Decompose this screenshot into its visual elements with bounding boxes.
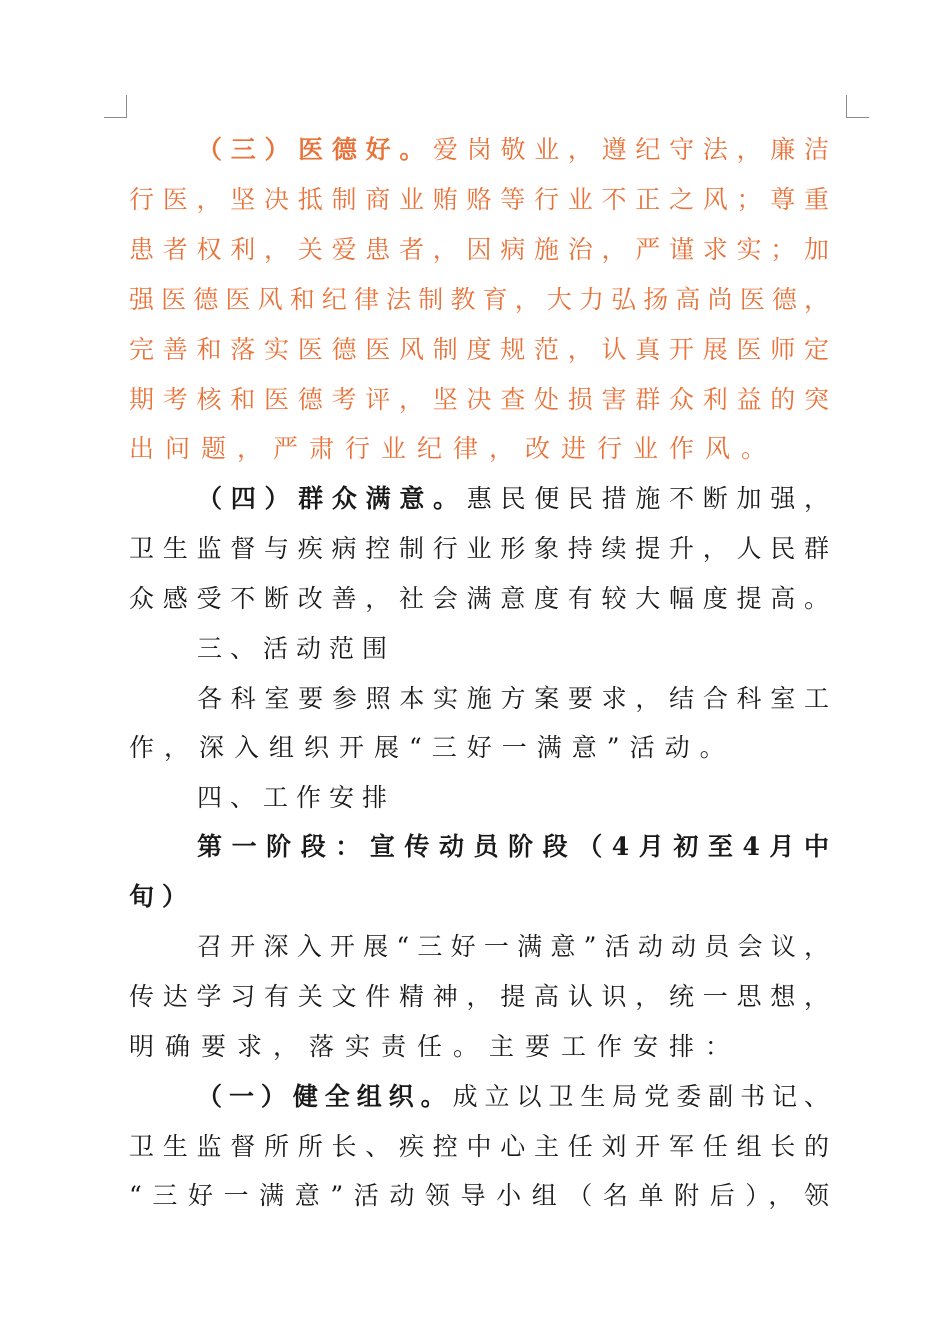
paragraph-medical-ethics-line-5: 完善和落实医德医风制度规范，认真开展医师定 xyxy=(129,335,829,364)
paragraph-medical-ethics-line-2: 行医，坚决抵制商业贿赂等行业不正之风；尊重 xyxy=(129,185,829,214)
paragraph-medical-ethics-line-3: 患者权利，关爱患者，因病施治，严谨求实；加 xyxy=(129,235,829,264)
paragraph-stage-one-line-1: 召开深入开展“三好一满意”活动动员会议， xyxy=(197,932,829,961)
paragraph-organization-line-2: 卫生监督所所长、疾控中心主任刘开军任组长的 xyxy=(129,1132,829,1161)
paragraph-public-satisfaction-line-3: 众感受不断改善，社会满意度有较大幅度提高。 xyxy=(129,584,829,613)
paragraph-activity-scope-line-2: 作，深入组织开展“三好一满意”活动。 xyxy=(129,733,735,762)
paragraph-stage-one-line-2: 传达学习有关文件精神，提高认识，统一思想， xyxy=(129,982,829,1011)
paragraph-organization-line-3: “三好一满意”活动领导小组（名单附后），领 xyxy=(129,1181,829,1210)
paragraph-activity-scope-line-1: 各科室要参照本实施方案要求，结合科室工 xyxy=(197,684,829,713)
paragraph-medical-ethics-line-1: （三）医德好。爱岗敬业，遵纪守法，廉洁 xyxy=(197,135,829,164)
paragraph-medical-ethics-line-4: 强医德医风和纪律法制教育，大力弘扬高尚医德， xyxy=(129,285,829,314)
stage-one-title-line-1: 第一阶段：宣传动员阶段（4月初至4月中 xyxy=(197,832,829,861)
paragraph-medical-ethics-line-6: 期考核和医德考评，坚决查处损害群众利益的突 xyxy=(129,385,829,414)
subheading-medical-ethics: （三）医德好。 xyxy=(197,135,434,164)
paragraph-organization-line-1: （一）健全组织。成立以卫生局党委副书记、 xyxy=(197,1082,829,1111)
subheading-public-satisfaction: （四）群众满意。 xyxy=(197,484,467,513)
crop-mark-top-left xyxy=(104,95,127,118)
paragraph-public-satisfaction-line-2: 卫生监督与疾病控制行业形象持续提升，人民群 xyxy=(129,534,829,563)
section-heading-activity-scope: 三、活动范围 xyxy=(197,634,396,663)
stage-one-title-line-2: 旬） xyxy=(129,882,196,911)
subheading-organization: （一）健全组织。 xyxy=(197,1082,453,1111)
crop-mark-top-right xyxy=(846,95,869,118)
paragraph-stage-one-line-3: 明确要求，落实责任。主要工作安排： xyxy=(129,1032,742,1061)
paragraph-public-satisfaction-line-1: （四）群众满意。惠民便民措施不断加强， xyxy=(197,484,829,513)
paragraph-medical-ethics-line-7: 出问题，严肃行业纪律，改进行业作风。 xyxy=(129,434,778,463)
section-heading-work-arrangement: 四、工作安排 xyxy=(197,783,396,812)
